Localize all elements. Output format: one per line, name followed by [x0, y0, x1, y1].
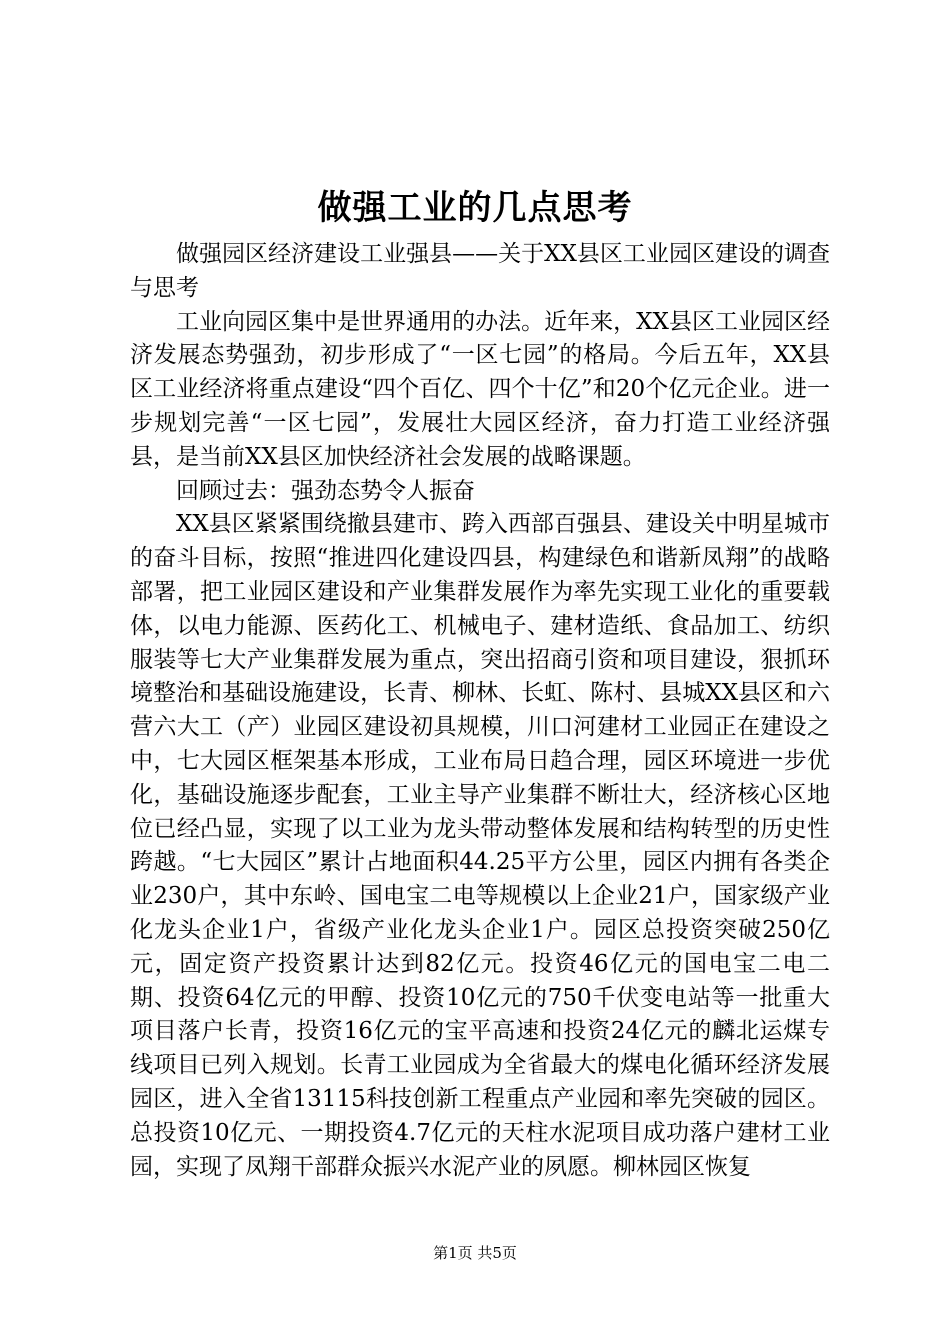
body-paragraph: 工业向园区集中是世界通用的办法。近年来，XX县区工业园区经济发展态势强劲，初步形成了“一区七园”的格局。今后五年，XX县区工业经济将重点建设“四个百亿、四个十亿”和20个亿元企业。进一步规划完善“一区七园”，发展壮大园区经济，奋力打造工业经济强县，是当前XX县区加快经济社会发展的战略课题。 — [130, 308, 830, 470]
body-paragraph: 做强园区经济建设工业强县——关于XX县区工业园区建设的调查与思考 — [130, 241, 830, 301]
document-body — [130, 238, 830, 1184]
document-title: 做强工业的几点思考 — [317, 188, 633, 228]
section-heading: 回顾过去：强劲态势令人振奋 — [176, 477, 475, 504]
page-number-footer: 第1页 共5页 — [433, 1244, 517, 1262]
body-paragraph: XX县区紧紧围绕撤县建市、跨入西部百强县、建设关中明星城市的奋斗目标，按照“推进四化建设四县，构建绿色和谐新凤翔”的战略部署，把工业园区建设和产业集群发展作为率先实现工业化的重要载体，以电力能源、医药化工、机械电子、建材造纸、食品加工、纺织服装等七大产业集群发展为重点，突出招商引资和项目建设，狠抓环境整治和基础设施建设，长青、柳林、长虹、陈村、县城XX县区和六营六大工（产）业园区建设初具规模，川口河建材工业园正在建设之中，七大园区框架基本形成，工业布局日趋合理，园区环境进一步优化，基础设施逐步配套，工业主导产业集群不断壮大，经济核心区地位已经凸显，实现了以工业为龙头带动整体发展和结构转型的历史性跨越。“七大园区”累计占地面积44.25平方公里，园区内拥有各类企业230户，其中东岭、国电宝二电等规模以上企业21户，国家级产业化龙头企业1户，省级产业化龙头企业1户。园区总投资突破250亿元，固定资产投资累计达到82亿元。投资46亿元的国电宝二电二期、投资64亿元的甲醇、投资10亿元的750千伏变电站等一批重大项目落户长青，投资16亿元的宝平高速和投资24亿元的麟北运煤专线项目已列入规划。长青工业园成为全省最大的煤电化循环经济发展园区，进入全省13115科技创新工程重点产业园和率先突破的园区。总投资10亿元、一期投资4.7亿元的天柱水泥项目成功落户建材工业园，实现了凤翔干部群众振兴水泥产业的夙愿。柳林园区恢复 — [130, 511, 830, 1180]
